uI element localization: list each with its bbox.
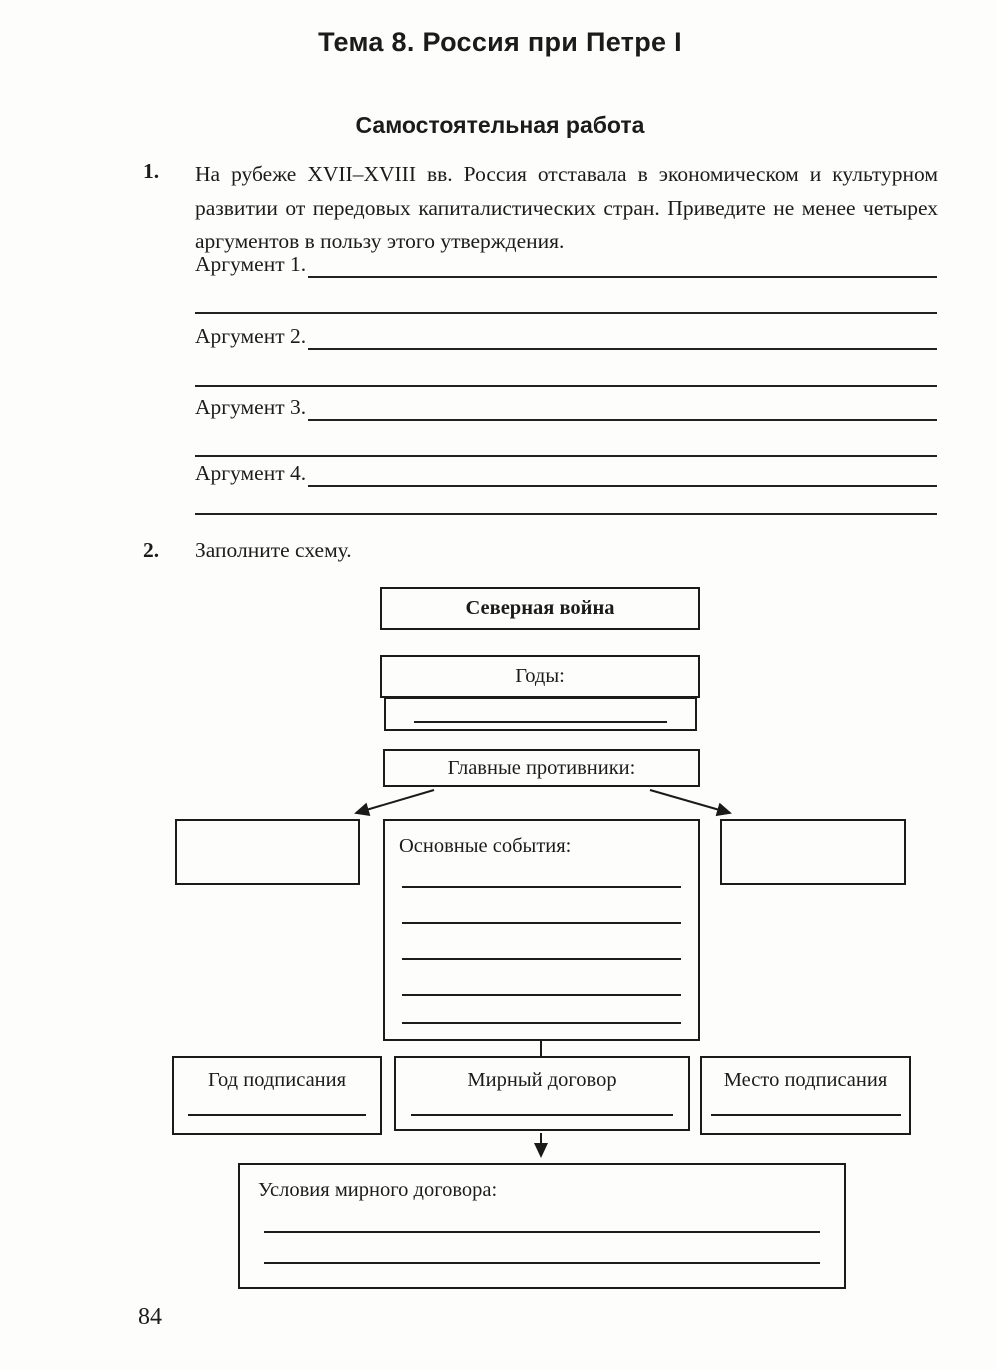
terms-fill-line-2 bbox=[264, 1262, 820, 1264]
argument-2-extra-line bbox=[195, 385, 937, 387]
opponents-label: Главные противники: bbox=[447, 756, 636, 779]
argument-1-label: Аргумент 1. bbox=[195, 252, 307, 276]
events-fill-line-1 bbox=[402, 886, 681, 888]
terms-fill-line-1 bbox=[264, 1231, 820, 1233]
diagram-box-peace-treaty bbox=[394, 1056, 690, 1131]
task1-text: На рубеже XVII–XVIII вв. Россия отставала в экономическом и культурном развитии от передовых капиталистических стран. Приведите не менее четырех аргументов в пользу этого утверждения. bbox=[195, 162, 938, 253]
argument-4-fill-line bbox=[308, 461, 937, 487]
argument-1-extra-line bbox=[195, 312, 937, 314]
diagram-box-years bbox=[380, 655, 700, 698]
section-subtitle: Самостоятельная работа bbox=[355, 112, 645, 138]
argument-3-row bbox=[195, 395, 937, 423]
task2-number: 2. bbox=[143, 538, 160, 562]
signing-year-label: Год подписания bbox=[207, 1069, 347, 1091]
peace-treaty-fill-line bbox=[411, 1092, 673, 1116]
diagram-box-opponent-right bbox=[720, 819, 906, 885]
signing-year-fill-line bbox=[188, 1092, 366, 1116]
argument-4-row bbox=[195, 461, 937, 489]
argument-2-row bbox=[195, 324, 937, 352]
argument-4-extra-line bbox=[195, 513, 937, 515]
signing-place-fill-line bbox=[711, 1092, 901, 1116]
page-number: 84 bbox=[138, 1304, 162, 1330]
argument-2-fill-line bbox=[308, 324, 937, 350]
events-fill-line-4 bbox=[402, 994, 681, 996]
task1-number: 1. bbox=[143, 159, 160, 183]
northern-war-label: Северная война bbox=[465, 597, 615, 619]
arrow-to-left-opponent bbox=[356, 790, 434, 813]
argument-4-label: Аргумент 4. bbox=[195, 461, 307, 485]
argument-1-row bbox=[195, 252, 937, 280]
main-events-label: Основные события: bbox=[399, 835, 572, 857]
diagram-box-northern-war bbox=[380, 587, 700, 630]
diagram-box-signing-place bbox=[700, 1056, 911, 1135]
diagram-box-opponent-left bbox=[175, 819, 360, 885]
diagram-box-years-answer bbox=[384, 697, 697, 731]
argument-1-fill-line bbox=[308, 252, 937, 278]
argument-3-fill-line bbox=[308, 395, 937, 421]
years-label: Годы: bbox=[515, 665, 565, 687]
signing-place-label: Место подписания bbox=[723, 1069, 888, 1091]
treaty-terms-label: Условия мирного договора: bbox=[258, 1179, 498, 1201]
task2-instruction: Заполните схему. bbox=[195, 538, 352, 562]
peace-treaty-label: Мирный договор bbox=[467, 1069, 617, 1091]
diagram-box-opponents bbox=[383, 749, 700, 787]
argument-3-label: Аргумент 3. bbox=[195, 395, 307, 419]
page-title: Тема 8. Россия при Петре I bbox=[318, 27, 682, 57]
argument-2-label: Аргумент 2. bbox=[195, 324, 307, 348]
diagram-box-signing-year bbox=[172, 1056, 382, 1135]
diagram-box-main-events bbox=[383, 819, 700, 1041]
arrow-to-right-opponent bbox=[650, 790, 730, 813]
argument-3-extra-line bbox=[195, 455, 937, 457]
diagram-box-treaty-terms bbox=[238, 1163, 846, 1289]
events-fill-line-2 bbox=[402, 922, 681, 924]
events-fill-line-3 bbox=[402, 958, 681, 960]
years-fill-line bbox=[414, 721, 667, 723]
events-fill-line-5 bbox=[402, 1022, 681, 1024]
